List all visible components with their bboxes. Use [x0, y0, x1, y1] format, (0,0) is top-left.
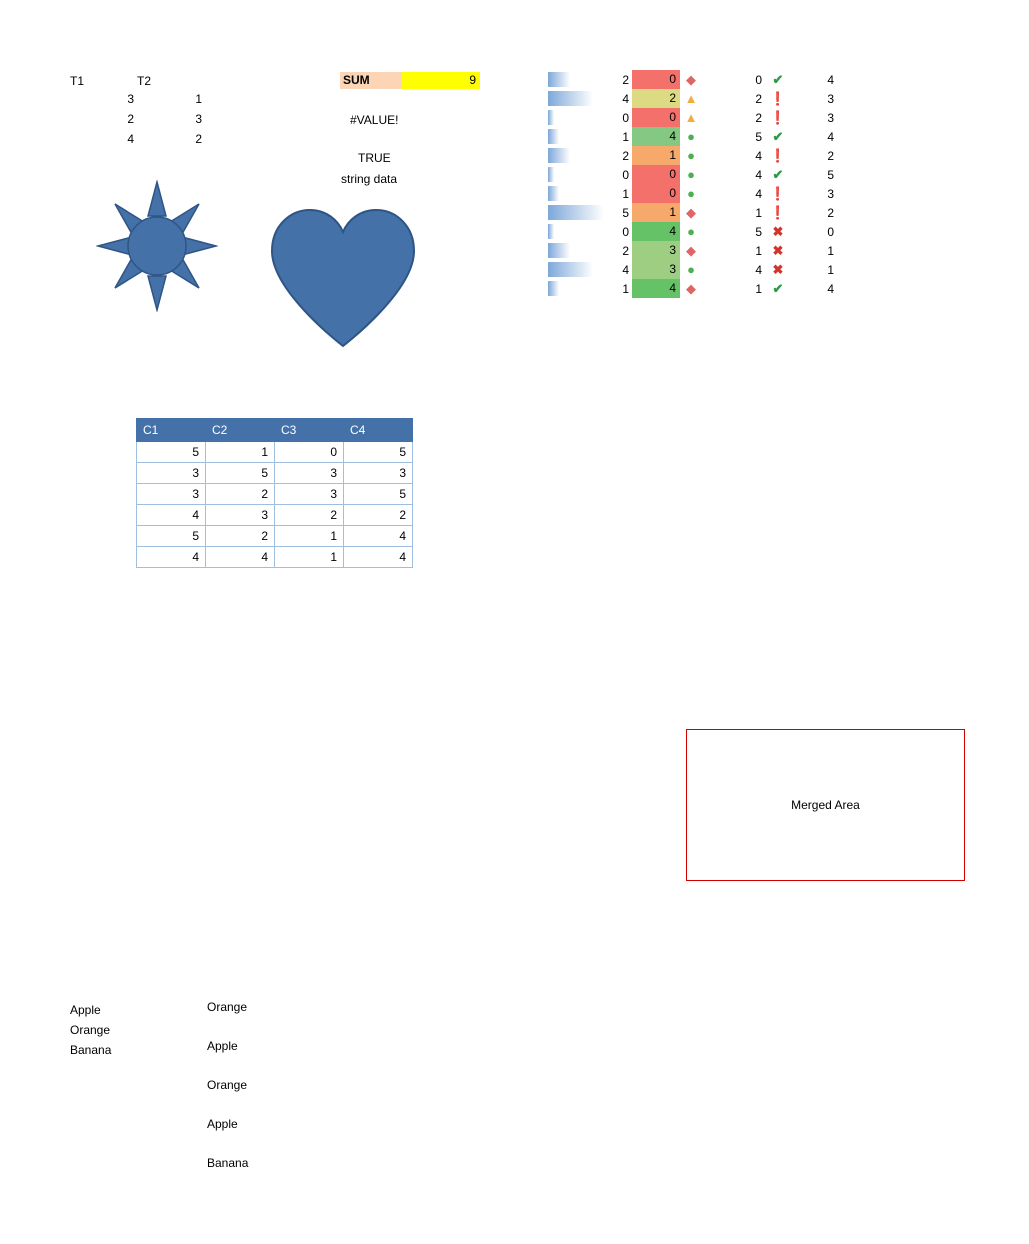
excl-icon: ❗: [769, 91, 787, 106]
plain-value: 4: [827, 72, 834, 87]
data-bar-value: 2: [622, 243, 629, 258]
table-row: [137, 442, 413, 463]
data-bar-value: 4: [622, 262, 629, 277]
table-cell: 2: [206, 526, 275, 547]
diamond-icon: ◆: [686, 281, 696, 296]
fruit-list-right: [207, 1000, 248, 1195]
table-cell: 1: [275, 526, 344, 547]
icon-set-value: 1: [755, 281, 762, 296]
table-cell: 4: [206, 547, 275, 568]
table-cell: 5: [344, 484, 413, 505]
icon-set-value: 2: [755, 91, 762, 106]
list-item: Apple: [207, 1039, 238, 1053]
table-cell: 4: [344, 526, 413, 547]
cf-row: [548, 184, 838, 203]
small-table-header-t1: T1: [70, 74, 85, 88]
check-icon: ✔: [772, 167, 784, 182]
cross-icon: ✖: [772, 224, 784, 239]
data-bar-value: 1: [622, 281, 629, 296]
table-cell: 5: [344, 442, 413, 463]
plain-value: 4: [827, 129, 834, 144]
plain-value: 5: [827, 167, 834, 182]
table-cell: 3: [275, 484, 344, 505]
table-cell: 0: [275, 442, 344, 463]
table-cell: 4: [137, 505, 206, 526]
data-bar-value: 1: [622, 186, 629, 201]
list-item: Apple: [207, 1117, 238, 1131]
list-item: Orange: [207, 1078, 248, 1092]
sum-value: 9: [402, 72, 480, 89]
icon-set-value: 1: [755, 205, 762, 220]
table-cell: 1: [275, 547, 344, 568]
heart-icon: [268, 206, 418, 348]
excl-icon: ❗: [769, 186, 787, 201]
data-bar-fill: [548, 262, 593, 277]
plain-value: 2: [827, 205, 834, 220]
table-cell: 5: [137, 526, 206, 547]
c-table: [136, 418, 413, 568]
check-icon: ✔: [772, 72, 784, 87]
table-row: [137, 463, 413, 484]
icon-set-value: 1: [755, 243, 762, 258]
color-scale-cell: 0: [632, 108, 680, 127]
data-bar-fill: [548, 110, 554, 125]
data-bar-cell: [548, 129, 604, 144]
data-bar-fill: [548, 281, 559, 296]
cf-row: [548, 89, 838, 108]
icon-set-value: 2: [755, 110, 762, 125]
table-row: [137, 526, 413, 547]
data-bar-cell: [548, 72, 604, 87]
data-bar-fill: [548, 129, 559, 144]
data-bar-value: 2: [622, 72, 629, 87]
cell-t2-r2: 3: [195, 112, 202, 126]
cf-row: [548, 203, 838, 222]
error-value: #VALUE!: [350, 113, 399, 127]
cf-row: [548, 222, 838, 241]
data-bar-fill: [548, 91, 593, 106]
data-bar-fill: [548, 205, 604, 220]
data-bar-cell: [548, 281, 604, 296]
excl-icon: ❗: [769, 148, 787, 163]
c-table-header-c4: C4: [344, 419, 413, 442]
icon-set-value: 4: [755, 262, 762, 277]
boolean-value: TRUE: [358, 151, 391, 165]
c-table-header-c2: C2: [206, 419, 275, 442]
table-cell: 4: [137, 547, 206, 568]
summary-block: [340, 72, 482, 89]
data-bar-cell: [548, 243, 604, 258]
sum-label: SUM: [340, 72, 402, 89]
plain-value: 3: [827, 110, 834, 125]
data-bar-value: 4: [622, 91, 629, 106]
icon-set-value: 4: [755, 148, 762, 163]
data-bar-value: 1: [622, 129, 629, 144]
circle-icon: ●: [687, 262, 695, 277]
excl-icon: ❗: [769, 205, 787, 220]
table-cell: 3: [137, 463, 206, 484]
check-icon: ✔: [772, 281, 784, 296]
fruit-list-left: [70, 1000, 111, 1060]
circle-icon: ●: [687, 224, 695, 239]
cf-row: [548, 241, 838, 260]
cell-t1-r3: 4: [127, 132, 134, 146]
icon-set-value: 0: [755, 72, 762, 87]
table-cell: 2: [275, 505, 344, 526]
excl-icon: ❗: [769, 110, 787, 125]
table-cell: 5: [137, 442, 206, 463]
plain-value: 4: [827, 281, 834, 296]
data-bar-cell: [548, 262, 604, 277]
c-table-header-c1: C1: [137, 419, 206, 442]
list-item: Apple: [70, 1003, 101, 1017]
color-scale-cell: 1: [632, 203, 680, 222]
plain-value: 0: [827, 224, 834, 239]
data-bar-fill: [548, 167, 554, 182]
color-scale-cell: 4: [632, 279, 680, 298]
circle-icon: ●: [687, 186, 695, 201]
data-bar-value: 5: [622, 205, 629, 220]
merged-area: [686, 729, 965, 881]
data-bar-fill: [548, 148, 570, 163]
data-bar-cell: [548, 167, 604, 182]
color-scale-cell: 4: [632, 127, 680, 146]
data-bar-cell: [548, 224, 604, 239]
sun-icon: [96, 180, 218, 312]
data-bar-cell: [548, 205, 604, 220]
table-cell: 3: [206, 505, 275, 526]
data-bar-value: 0: [622, 110, 629, 125]
cell-t2-r3: 2: [195, 132, 202, 146]
cf-row: [548, 108, 838, 127]
cf-row: [548, 70, 838, 89]
list-item: Banana: [207, 1156, 249, 1170]
diamond-icon: ◆: [686, 243, 696, 258]
plain-value: 2: [827, 148, 834, 163]
table-cell: 3: [344, 463, 413, 484]
circle-icon: ●: [687, 167, 695, 182]
string-value: string data: [341, 172, 398, 186]
data-bar-cell: [548, 110, 604, 125]
data-bar-fill: [548, 72, 570, 87]
data-bar-cell: [548, 91, 604, 106]
list-item: Orange: [70, 1023, 111, 1037]
color-scale-cell: 0: [632, 184, 680, 203]
color-scale-cell: 3: [632, 241, 680, 260]
table-row: [137, 547, 413, 568]
data-bar-value: 0: [622, 224, 629, 239]
data-bar-value: 0: [622, 167, 629, 182]
color-scale-cell: 3: [632, 260, 680, 279]
data-bar-value: 2: [622, 148, 629, 163]
circle-icon: ●: [687, 148, 695, 163]
icon-set-value: 4: [755, 186, 762, 201]
cf-row: [548, 279, 838, 298]
check-icon: ✔: [772, 129, 784, 144]
list-item: Orange: [207, 1000, 248, 1014]
color-scale-cell: 0: [632, 165, 680, 184]
c-table-header-c3: C3: [275, 419, 344, 442]
table-cell: 1: [206, 442, 275, 463]
cross-icon: ✖: [772, 262, 784, 277]
merged-area-label: Merged Area: [791, 798, 860, 812]
color-scale-cell: 4: [632, 222, 680, 241]
color-scale-cell: 2: [632, 89, 680, 108]
table-cell: 3: [275, 463, 344, 484]
cf-row: [548, 146, 838, 165]
cf-row: [548, 260, 838, 279]
table-cell: 5: [206, 463, 275, 484]
triangle-icon: ▲: [684, 91, 698, 106]
color-scale-cell: 1: [632, 146, 680, 165]
table-row: [137, 484, 413, 505]
cross-icon: ✖: [772, 243, 784, 258]
table-cell: 3: [137, 484, 206, 505]
icon-set-value: 5: [755, 129, 762, 144]
cf-row: [548, 165, 838, 184]
c-table-header-row: [137, 419, 413, 442]
icon-set-value: 5: [755, 224, 762, 239]
data-bar-fill: [548, 186, 559, 201]
cf-row: [548, 127, 838, 146]
table-cell: 2: [344, 505, 413, 526]
table-cell: 2: [206, 484, 275, 505]
list-item: Banana: [70, 1043, 112, 1057]
data-bar-fill: [548, 224, 554, 239]
circle-icon: ●: [687, 129, 695, 144]
icon-set-value: 4: [755, 167, 762, 182]
diamond-icon: ◆: [686, 72, 696, 87]
color-scale-cell: 0: [632, 70, 680, 89]
cell-t1-r1: 3: [127, 92, 134, 106]
triangle-icon: ▲: [684, 110, 698, 125]
cell-t1-r2: 2: [127, 112, 134, 126]
diamond-icon: ◆: [686, 205, 696, 220]
plain-value: 1: [827, 243, 834, 258]
plain-value: 1: [827, 262, 834, 277]
data-bar-fill: [548, 243, 570, 258]
plain-value: 3: [827, 91, 834, 106]
table-row: [137, 505, 413, 526]
data-bar-cell: [548, 148, 604, 163]
cell-t2-r1: 1: [195, 92, 202, 106]
small-table-header-t2: T2: [137, 74, 152, 88]
conditional-format-block: [548, 70, 838, 298]
table-cell: 4: [344, 547, 413, 568]
plain-value: 3: [827, 186, 834, 201]
data-bar-cell: [548, 186, 604, 201]
